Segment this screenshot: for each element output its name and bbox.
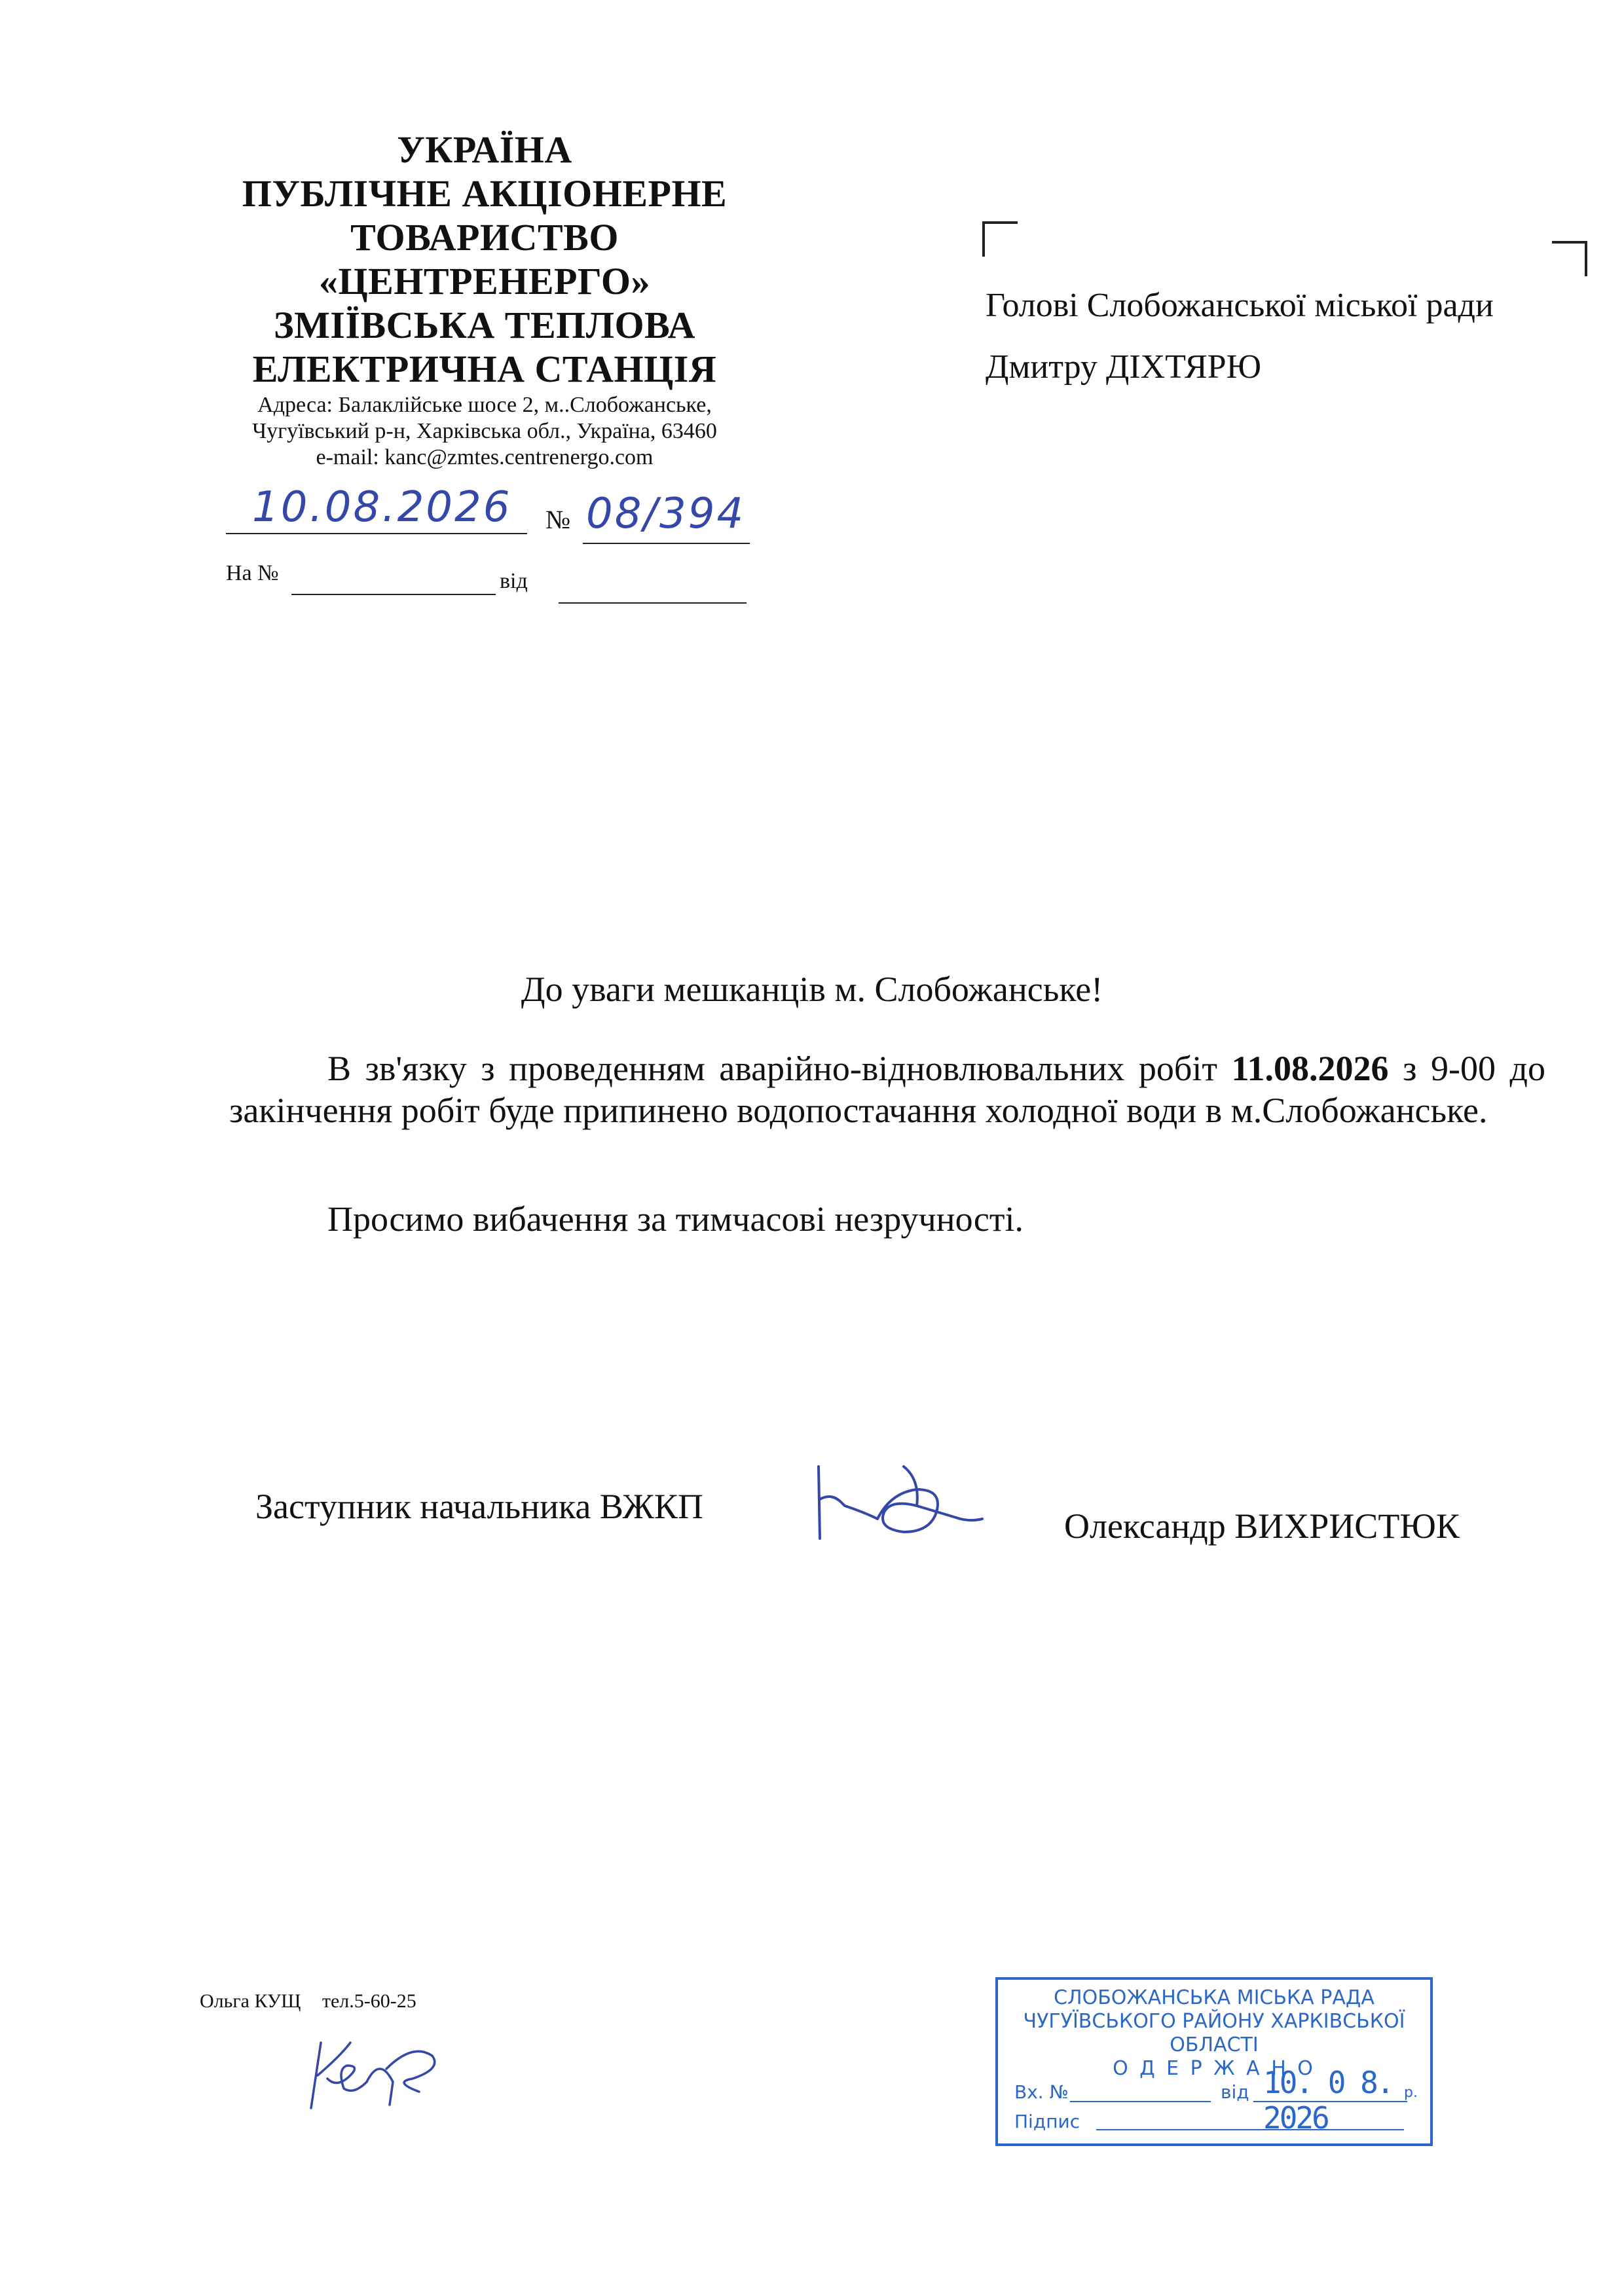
reg-number-sign: № <box>545 505 571 534</box>
letterhead-org-line: ЗМІЇВСЬКА ТЕПЛОВА <box>273 304 696 346</box>
letterhead-org-line: «ЦЕНТРЕНЕРГО» <box>318 260 650 302</box>
notice-paragraph-1-start: В зв'язку з проведенням аварійно-відновлювальних робіт <box>327 1049 1232 1088</box>
letterhead-email: e-mail: kanc@zmtes.centrenergo.com <box>316 445 654 469</box>
stamp-from-label: від <box>1221 2081 1249 2103</box>
addressee <box>986 275 1494 398</box>
letterhead-country: УКРАЇНА <box>397 128 572 171</box>
stamp-incoming-underline <box>1070 2101 1211 2102</box>
registration-stamp <box>995 1977 1433 2146</box>
addressee-corner-left <box>982 221 1018 257</box>
reply-to-label: На № <box>226 561 279 585</box>
letterhead <box>196 128 773 471</box>
signer-name: Олександр ВИХРИСТЮК <box>1064 1506 1460 1546</box>
stamp-line2: ЧУГУЇВСЬКОГО РАЙОНУ ХАРКІВСЬКОЇ ОБЛАСТІ <box>1023 2010 1405 2056</box>
stamp-signature-underline <box>1096 2129 1404 2130</box>
reg-number-underline <box>583 540 750 544</box>
signer-position: Заступник начальника ВЖКП <box>255 1487 703 1526</box>
stamp-date: 10. 0 8. 2026 <box>1263 2065 1393 2136</box>
notice-paragraph-1 <box>229 1048 1545 1131</box>
reply-from-underline <box>559 601 747 604</box>
notice-date: 11.08.2026 <box>1231 1049 1389 1088</box>
reply-to-underline <box>291 592 496 595</box>
executor <box>200 1990 416 2013</box>
reg-date-handwritten: 10.08.2026 <box>252 483 512 532</box>
signature-image <box>805 1453 1002 1571</box>
letterhead-org-line: ТОВАРИСТВО <box>350 216 619 259</box>
notice-title: До уваги мешканців м. Слобожанське! <box>521 970 1103 1009</box>
stamp-line3: О Д Е Р Ж А Н О <box>1113 2057 1316 2080</box>
letterhead-address: Чугуївський р-н, Харківська обл., Україна, 63460 <box>252 419 717 443</box>
reply-from-label: від <box>500 569 528 593</box>
addressee-line2: Дмитру ДІХТЯРЮ <box>986 348 1262 386</box>
reg-number-handwritten: 08/394 <box>586 490 746 538</box>
stamp-signature-label: Підпис <box>1014 2111 1080 2132</box>
addressee-corner-right <box>1552 241 1587 276</box>
addressee-line1: Голові Слобожанської міської ради <box>986 287 1494 324</box>
stamp-date-underline <box>1253 2101 1407 2102</box>
stamp-incoming-label: Вх. № <box>1014 2081 1069 2103</box>
executor-name: Ольга КУЩ <box>200 1990 301 2012</box>
letterhead-address: Адреса: Балаклійське шосе 2, м..Слобожанське, <box>257 393 712 417</box>
notice-paragraph-2: Просимо вибачення за тимчасові незручності. <box>327 1199 1024 1239</box>
letterhead-org-line: ПУБЛІЧНЕ АКЦІОНЕРНЕ <box>242 172 728 215</box>
stamp-year-suffix: р. <box>1404 2085 1418 2101</box>
stamp-line1: СЛОБОЖАНСЬКА МІСЬКА РАДА <box>1054 1986 1375 2009</box>
notice-paragraph-1-end: з 9-00 до закінчення робіт буде припинено водопостачання холодної води в м.Слобожанське. <box>229 1049 1545 1130</box>
executor-phone: тел.5-60-25 <box>322 1990 416 2012</box>
letterhead-org-line: ЕЛЕКТРИЧНА СТАНЦІЯ <box>252 348 717 390</box>
executor-signature-image <box>301 2030 465 2115</box>
